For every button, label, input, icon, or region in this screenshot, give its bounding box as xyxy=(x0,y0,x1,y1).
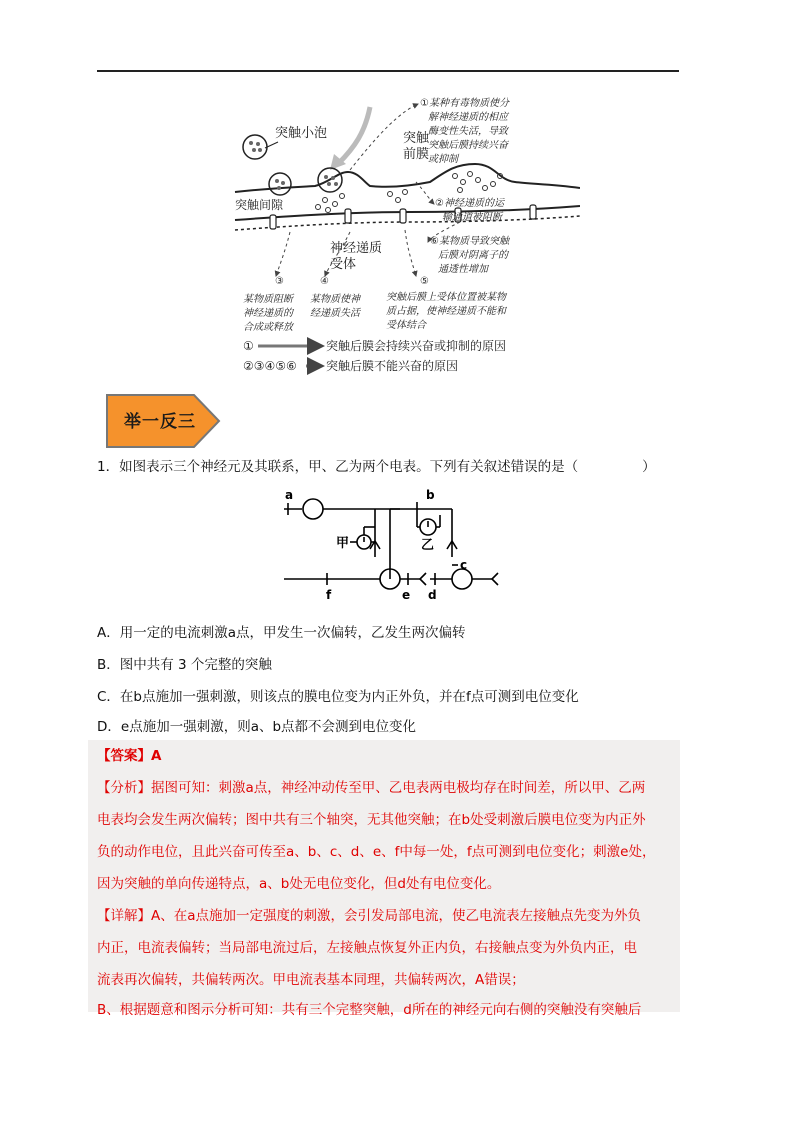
option-a: A．用一定的电流刺激a点，甲发生一次偏转，乙发生两次偏转 xyxy=(97,625,466,641)
analysis-line: 负的动作电位，且此兴奋可传至a、b、c、d、e、f中每一处，f点可测到电位变化；刺激e处， xyxy=(97,844,656,860)
section-badge xyxy=(104,392,222,450)
summary1-text: 突触后膜会持续兴奋或抑制的原因 xyxy=(326,339,507,353)
neuron-circuit-diagram xyxy=(280,487,505,605)
badge-label: 举一反三 xyxy=(124,412,196,432)
note2-line: ②神经递质的运 xyxy=(435,198,504,209)
note1-line: 或抑制 xyxy=(428,154,458,165)
option-b: B．图中共有 3 个完整的突触 xyxy=(97,657,272,673)
presyn-label-1: 突触 xyxy=(403,131,430,146)
note3-line: 合成或释放 xyxy=(243,322,293,333)
note1-line: ①某种有毒物质使分 xyxy=(420,98,509,109)
note4-line: 某物质使神 xyxy=(310,294,360,305)
synapse-diagram xyxy=(230,92,580,382)
note1-line: 解神经递质的相应 xyxy=(428,112,508,123)
detail-line: 流表再次偏转，共偏转两次。甲电流表基本同理，共偏转两次，A错误； xyxy=(97,972,525,988)
question-stem xyxy=(97,458,656,476)
label-yi: 乙 xyxy=(421,538,435,553)
option-c: C．在b点施加一强刺激，则该点的膜电位变为内正外负，并在f点可测到电位变化 xyxy=(97,689,579,705)
note6-line: 通透性增加 xyxy=(438,264,488,275)
analysis-line: 电表均会发生两次偏转；图中共有三个轴突，无其他突触；在b处受刺激后膜电位变为内正外 xyxy=(97,812,646,828)
presyn-label-2: 前膜 xyxy=(403,147,430,162)
note1-line: 酶变性失活，导致 xyxy=(428,126,508,137)
note4-line: ④ xyxy=(320,276,329,287)
summary2-text: 突触后膜不能兴奋的原因 xyxy=(326,359,459,373)
note5-line: 质占据，使神经递质不能和 xyxy=(386,306,506,317)
detail-line: 【详解】A、在a点施加一定强度的刺激，会引发局部电流，使乙电流表左接触点先变为外负 xyxy=(97,908,642,924)
receptor-label-1: 神经递质 xyxy=(330,241,383,256)
detail-line: B、根据题意和图示分析可知：共有三个完整突触，d所在的神经元向右侧的突触没有突触后 xyxy=(97,1002,642,1018)
cleft-label: 突触间隙 xyxy=(235,198,284,212)
note5-line: ⑤ xyxy=(420,276,429,287)
summary2-num: ②③④⑤⑥ xyxy=(243,359,297,373)
analysis-line: 【分析】据图可知：刺激a点，神经冲动传至甲、乙电表两电极均存在时间差，所以甲、乙两 xyxy=(97,780,646,796)
label-d: d xyxy=(428,588,437,602)
receptor-label-2: 受体 xyxy=(330,257,357,272)
answer-line: 【答案】A xyxy=(97,748,162,764)
analysis-line: 因为突触的单向传递特点，a、b处无电位变化，但d处有电位变化。 xyxy=(97,876,501,892)
note3-line: 某物质阻断 xyxy=(243,294,293,305)
header-rule xyxy=(97,70,679,72)
label-f: f xyxy=(326,588,332,602)
detail-line: 内正，电流表偏转；当局部电流过后，左接触点恢复外正内负，右接触点变为外负内正，电 xyxy=(97,940,637,956)
note5-line: 突触后膜上受体位置被某物 xyxy=(386,292,506,303)
vesicle-label: 突触小泡 xyxy=(275,126,328,141)
note2-line: 输通道被阻断 xyxy=(442,212,502,223)
note3-line: ③ xyxy=(275,276,284,287)
note5-line: 受体结合 xyxy=(386,320,426,331)
option-d: D．e点施加一强刺激，则a、b点都不会测到电位变化 xyxy=(97,719,417,735)
note6-line: ⑥某物质导致突触 xyxy=(430,236,509,247)
note4-line: 经递质失活 xyxy=(310,308,360,319)
note1-line: 突触后膜持续兴奋 xyxy=(428,140,508,151)
label-jia: 甲 xyxy=(336,536,350,551)
label-c: c xyxy=(460,558,468,572)
label-b: b xyxy=(426,488,435,502)
note3-line: 神经递质的 xyxy=(243,308,293,319)
note6-line: 后膜对阴离子的 xyxy=(438,250,508,261)
label-a: a xyxy=(285,488,294,502)
question-stem-text: 1．如图表示三个神经元及其联系，甲、乙为两个电表。下列有关叙述错误的是（ xyxy=(97,459,579,475)
summary1-num: ① xyxy=(243,339,254,353)
question-stem-end: ） xyxy=(642,459,656,475)
label-e: e xyxy=(402,588,411,602)
